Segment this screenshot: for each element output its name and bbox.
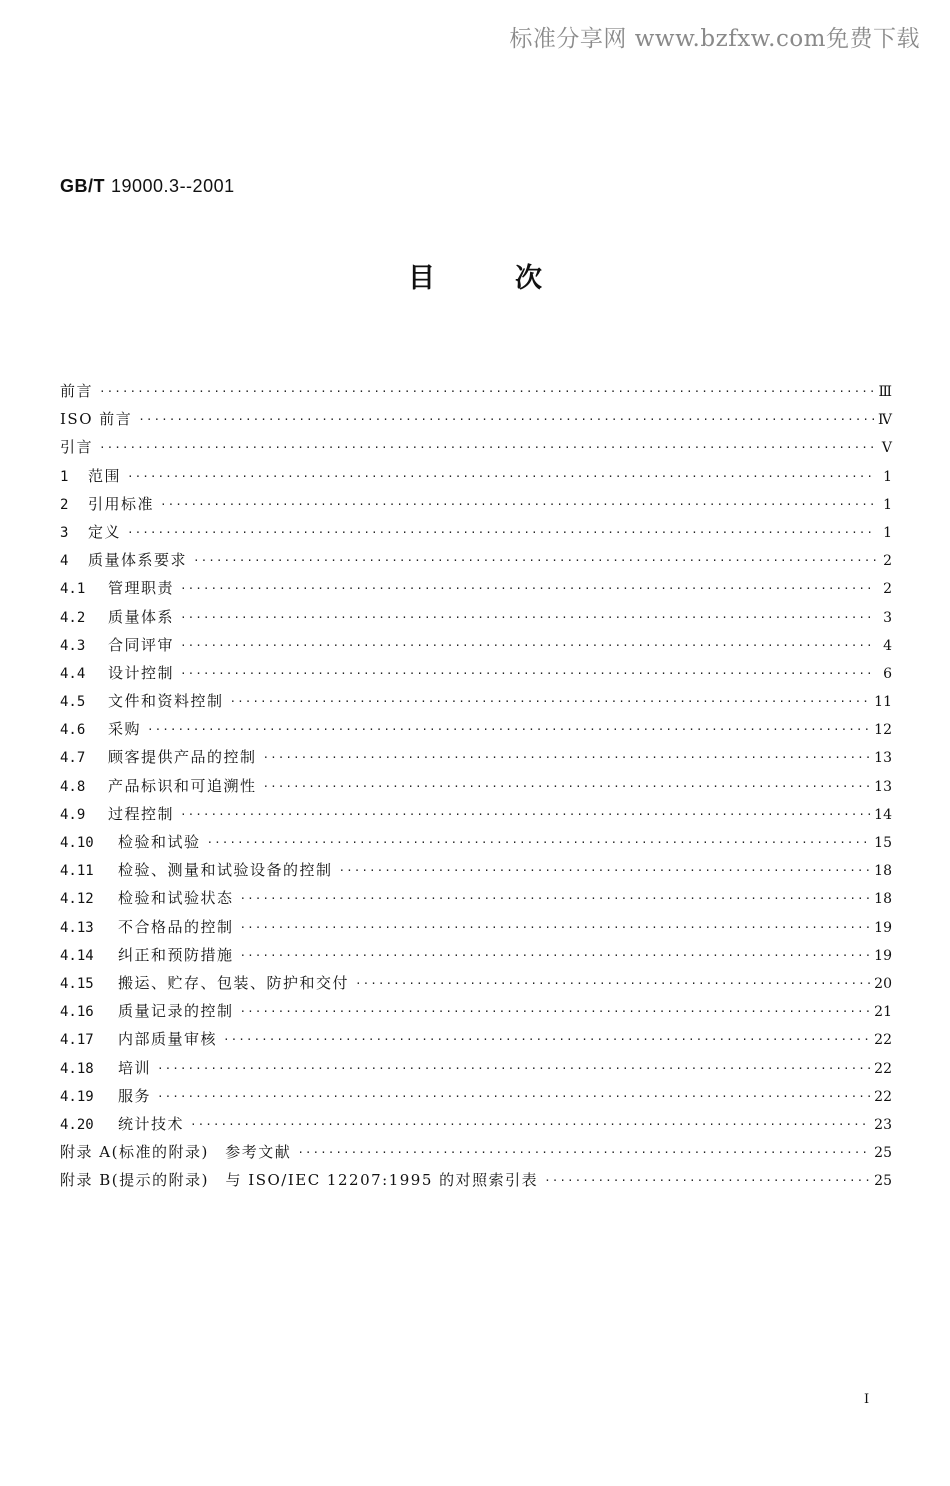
- toc-entry-label: 搬运、贮存、包装、防护和交付: [118, 973, 350, 992]
- toc-leader-dots: [138, 413, 874, 426]
- toc-leader-dots: [544, 1174, 870, 1187]
- toc-entry-label: ISO 前言: [60, 410, 133, 429]
- toc-entry-page: 15: [874, 835, 892, 851]
- toc-entry[interactable]: [60, 1169, 892, 1197]
- toc-entry[interactable]: [60, 521, 892, 549]
- toc-entry[interactable]: [60, 634, 892, 662]
- toc-entry-page: 3: [883, 609, 892, 626]
- toc-leader-dots: [180, 808, 870, 821]
- toc-leader-dots: [99, 385, 874, 398]
- toc-entry-number: 4.15: [60, 975, 94, 992]
- toc-entry-label: 引用标准: [88, 494, 155, 513]
- toc-entry-page: 11: [874, 694, 892, 711]
- toc-entry[interactable]: [60, 775, 892, 803]
- toc-entry-label: 统计技术: [118, 1114, 185, 1133]
- toc-leader-dots: [263, 751, 871, 764]
- toc-leader-dots: [127, 526, 876, 539]
- toc-entry[interactable]: [60, 831, 892, 859]
- toc-entry[interactable]: [60, 662, 892, 690]
- watermark: 标准分享网 www.bzfxw.com免费下载: [509, 26, 920, 52]
- toc-entry[interactable]: [60, 408, 892, 436]
- toc-entry-page: 18: [874, 863, 892, 880]
- toc-entry-number: 4.13: [60, 919, 94, 936]
- toc-entry-label: 产品标识和可追溯性: [108, 776, 257, 795]
- toc-entry-page: Ⅳ: [878, 412, 892, 429]
- toc-leader-dots: [263, 780, 871, 793]
- toc-entry-page: 19: [874, 947, 892, 964]
- toc-entry[interactable]: [60, 916, 892, 944]
- toc-entry[interactable]: [60, 1085, 892, 1113]
- standard-code: [60, 176, 235, 197]
- toc-entry-label: 检验和试验状态: [118, 889, 234, 908]
- toc-entry-number: 3: [60, 524, 69, 541]
- toc-entry-number: 4.20: [60, 1116, 94, 1133]
- toc-entry-label: 设计控制: [108, 663, 175, 682]
- toc-entry-label: 附录 A(标准的附录) 参考文献: [60, 1143, 292, 1162]
- toc-leader-dots: [180, 639, 876, 652]
- toc-entry-page: 19: [874, 919, 892, 936]
- toc-entry[interactable]: [60, 549, 892, 577]
- toc-entry-page: 1: [883, 524, 892, 541]
- toc-entry[interactable]: [60, 1000, 892, 1028]
- toc-entry-number: 4.17: [60, 1032, 94, 1049]
- toc-entry-label: 内部质量审核: [118, 1030, 218, 1049]
- toc-entry[interactable]: [60, 859, 892, 887]
- toc-entry-number: 4.9: [60, 806, 86, 823]
- toc-entry[interactable]: [60, 380, 892, 408]
- toc-entry-page: 6: [883, 665, 892, 682]
- toc-entry[interactable]: [60, 493, 892, 521]
- toc-entry-label: 培训: [118, 1058, 152, 1077]
- toc-leader-dots: [240, 949, 871, 962]
- toc-entry-number: 4.16: [60, 1004, 94, 1021]
- toc-entry-page: 4: [883, 637, 892, 654]
- toc-leader-dots: [157, 1062, 870, 1075]
- toc-entry[interactable]: [60, 1057, 892, 1085]
- toc-leader-dots: [207, 836, 871, 849]
- toc-entry[interactable]: [60, 746, 892, 774]
- toc-entry-label: 合同评审: [108, 635, 175, 654]
- toc-leader-dots: [127, 470, 876, 483]
- toc-entry[interactable]: [60, 1113, 892, 1141]
- toc-entry-label: 检验和试验: [118, 833, 201, 851]
- toc-leader-dots: [240, 892, 871, 905]
- toc-entry-label: 管理职责: [108, 579, 175, 598]
- toc-entry-number: 4.2: [60, 609, 86, 626]
- toc-entry-label: 过程控制: [108, 804, 175, 823]
- toc-leader-dots: [147, 723, 870, 736]
- toc-entry-label: 定义: [88, 522, 122, 541]
- toc-entry-page: 22: [874, 1032, 892, 1049]
- toc-entry-page: 18: [874, 891, 892, 908]
- toc-entry-page: Ⅴ: [881, 440, 892, 457]
- toc-leader-dots: [230, 695, 871, 708]
- toc-leader-dots: [193, 554, 876, 567]
- toc-entry[interactable]: [60, 606, 892, 634]
- toc-entry[interactable]: [60, 1141, 892, 1169]
- toc-leader-dots: [297, 1146, 870, 1159]
- toc-entry-number: 4.7: [60, 750, 86, 767]
- toc-entry-label: 顾客提供产品的控制: [108, 748, 257, 767]
- toc-entry-label: 纠正和预防措施: [118, 945, 234, 964]
- toc-entry-number: 4.10: [60, 835, 94, 851]
- toc-entry-label: 引言: [60, 438, 94, 457]
- toc-leader-dots: [157, 1090, 870, 1103]
- toc-entry-page: 21: [874, 1004, 892, 1021]
- toc-entry-page: 13: [874, 778, 892, 795]
- toc-leader-dots: [180, 667, 876, 680]
- toc-entry-number: 4.4: [60, 665, 86, 682]
- toc-entry-number: 4.5: [60, 694, 86, 711]
- standard-prefix: GB/T: [60, 176, 105, 196]
- toc-entry-page: 23: [874, 1116, 892, 1133]
- toc-leader-dots: [240, 921, 871, 934]
- toc-entry-number: 4.14: [60, 947, 94, 964]
- toc-entry[interactable]: [60, 465, 892, 493]
- toc-entry-page: 20: [874, 975, 892, 992]
- toc-entry-label: 文件和资料控制: [108, 692, 224, 711]
- toc-entry[interactable]: [60, 436, 892, 464]
- page-title: 目次: [408, 263, 622, 294]
- toc-entry-label: 不合格品的控制: [118, 917, 234, 936]
- toc-entry-label: 前言: [60, 382, 94, 400]
- toc-entry[interactable]: [60, 972, 892, 1000]
- toc-entry[interactable]: [60, 690, 892, 718]
- toc-entry-page: 2: [883, 553, 892, 570]
- toc-entry-page: 22: [874, 1060, 892, 1077]
- page-number: I: [864, 1392, 870, 1407]
- toc-entry-label: 范围: [88, 466, 122, 485]
- toc-leader-dots: [160, 498, 876, 511]
- table-of-contents: [60, 380, 892, 1197]
- toc-entry-page: 25: [874, 1145, 892, 1162]
- toc-entry-number: 4: [60, 553, 69, 570]
- toc-leader-dots: [180, 582, 876, 595]
- toc-entry-page: 1: [883, 468, 892, 485]
- toc-entry-label: 检验、测量和试验设备的控制: [118, 861, 333, 880]
- toc-entry-number: 4.8: [60, 778, 86, 795]
- toc-entry-number: 4.11: [60, 863, 94, 880]
- toc-leader-dots: [339, 864, 871, 877]
- toc-entry-number: 4.6: [60, 722, 86, 739]
- toc-leader-dots: [99, 441, 876, 454]
- toc-entry-label: 采购: [108, 720, 142, 739]
- toc-entry-page: Ⅲ: [878, 384, 892, 400]
- toc-entry[interactable]: [60, 803, 892, 831]
- toc-leader-dots: [240, 1005, 871, 1018]
- toc-entry-label: 质量体系: [108, 607, 175, 626]
- toc-entry-number: 4.19: [60, 1088, 94, 1105]
- toc-entry-page: 1: [883, 496, 892, 513]
- toc-entry[interactable]: [60, 887, 892, 915]
- toc-entry[interactable]: [60, 1028, 892, 1056]
- toc-entry-number: 4.3: [60, 637, 86, 654]
- toc-leader-dots: [190, 1118, 870, 1131]
- toc-entry-label: 服务: [118, 1086, 152, 1105]
- toc-entry-label: 质量记录的控制: [118, 1002, 234, 1021]
- toc-entry[interactable]: [60, 944, 892, 972]
- toc-entry-page: 12: [874, 722, 892, 739]
- toc-entry-page: 13: [874, 750, 892, 767]
- standard-number: 19000.3--2001: [111, 176, 235, 196]
- toc-leader-dots: [355, 977, 870, 990]
- toc-entry-number: 4.12: [60, 891, 94, 908]
- toc-entry[interactable]: [60, 718, 892, 746]
- toc-entry-page: 14: [874, 806, 892, 823]
- toc-entry-number: 1: [60, 468, 69, 485]
- toc-entry-page: 2: [883, 581, 892, 598]
- toc-entry-page: 22: [874, 1088, 892, 1105]
- toc-entry-number: 2: [60, 496, 69, 513]
- toc-entry-number: 4.1: [60, 581, 86, 598]
- toc-entry[interactable]: [60, 577, 892, 605]
- toc-entry-label: 附录 B(提示的附录) 与 ISO/IEC 12207:1995 的对照索引表: [60, 1171, 539, 1190]
- toc-leader-dots: [180, 611, 876, 624]
- toc-entry-number: 4.18: [60, 1060, 94, 1077]
- toc-entry-label: 质量体系要求: [88, 551, 188, 570]
- toc-leader-dots: [223, 1033, 870, 1046]
- toc-entry-page: 25: [874, 1173, 892, 1190]
